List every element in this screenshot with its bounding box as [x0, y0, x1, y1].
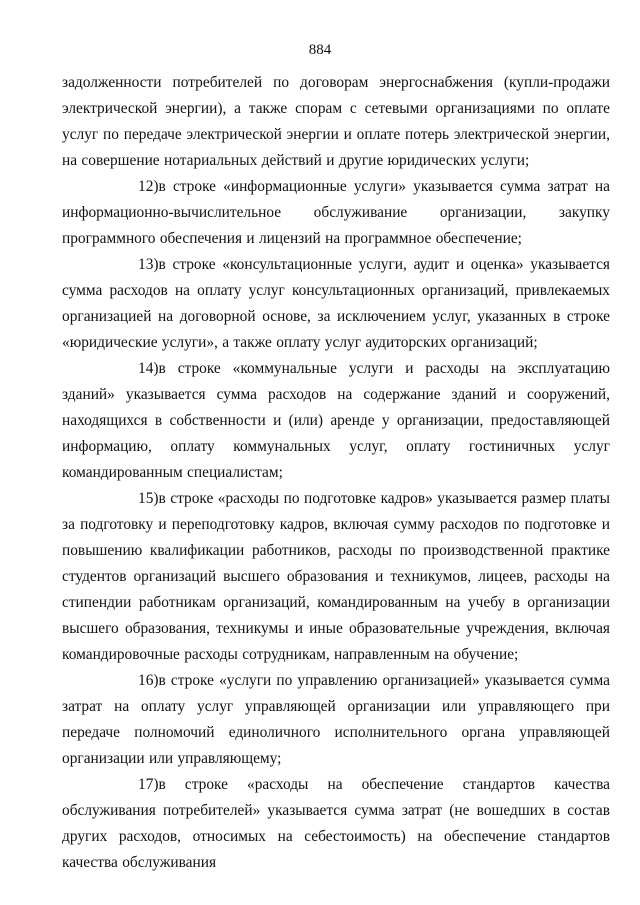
paragraph-text: в строке «расходы по подготовке кадров» указывается размер платы за подготовку и переподготовку кадров, включая сумму расходов по подготовке и повышению квалификации работников, расходы по производственной практике студентов организаций высшего образования и техникумов, лицеев, расходы на стипендии работникам организаций, командированным на учебу в организации высшего образования, техникумы и иные образовательные учреждения, включая командировочные расходы сотрудникам, направленным на обучение; [62, 490, 610, 663]
document-body [62, 70, 610, 876]
item-number: 14) [138, 360, 159, 377]
paragraph-text: задолженности потребителей по договорам энергоснабжения (купли-продажи электрической энергии), а также спорам с сетевыми организациями по оплате услуг по передаче электрической энергии и оплате потерь электрической энергии, на совершение нотариальных действий и другие юридических услуги; [62, 74, 610, 169]
list-item-14 [62, 356, 610, 486]
item-number: 12) [138, 178, 159, 195]
item-number: 13) [138, 256, 159, 273]
item-number: 15) [138, 490, 159, 507]
list-item-12 [62, 174, 610, 252]
page-number: 884 [308, 42, 332, 58]
list-item-15 [62, 486, 610, 668]
item-number: 16) [138, 672, 159, 689]
list-item-13 [62, 252, 610, 356]
paragraph-text: в строке «расходы на обеспечение стандартов качества обслуживания потребителей» указывается сумма затрат (не вошедших в состав других расходов, относимых на себестоимость) на обеспечение стандартов качества обслуживания [62, 776, 610, 871]
paragraph-text: в строке «консультационные услуги, аудит и оценка» указывается сумма расходов на оплату услуг консультационных организаций, привлекаемых организацией на договорной основе, за исключением услуг, указанных в строке «юридические услуги», а также оплату услуг аудиторских организаций; [62, 256, 610, 351]
item-number: 17) [138, 776, 159, 793]
paragraph-text: в строке «услуги по управлению организацией» указывается сумма затрат на оплату услуг управляющей организации или управляющего при передаче полномочий единоличного исполнительного органа управляющей организации или управляющему; [62, 672, 610, 767]
paragraph-continuation [62, 70, 610, 174]
paragraph-text: в строке «коммунальные услуги и расходы на эксплуатацию зданий» указывается сумма расходов на содержание зданий и сооружений, находящихся в собственности и (или) аренде у организации, предоставляющей информацию, оплату коммунальных услуг, оплату гостиничных услуг командированным специалистам; [62, 360, 610, 481]
paragraph-text: в строке «информационные услуги» указывается сумма затрат на информационно-вычислительное обслуживание организации, закупку программного обеспечения и лицензий на программное обеспечение; [62, 178, 610, 247]
list-item-16 [62, 668, 610, 772]
list-item-17 [62, 772, 610, 876]
